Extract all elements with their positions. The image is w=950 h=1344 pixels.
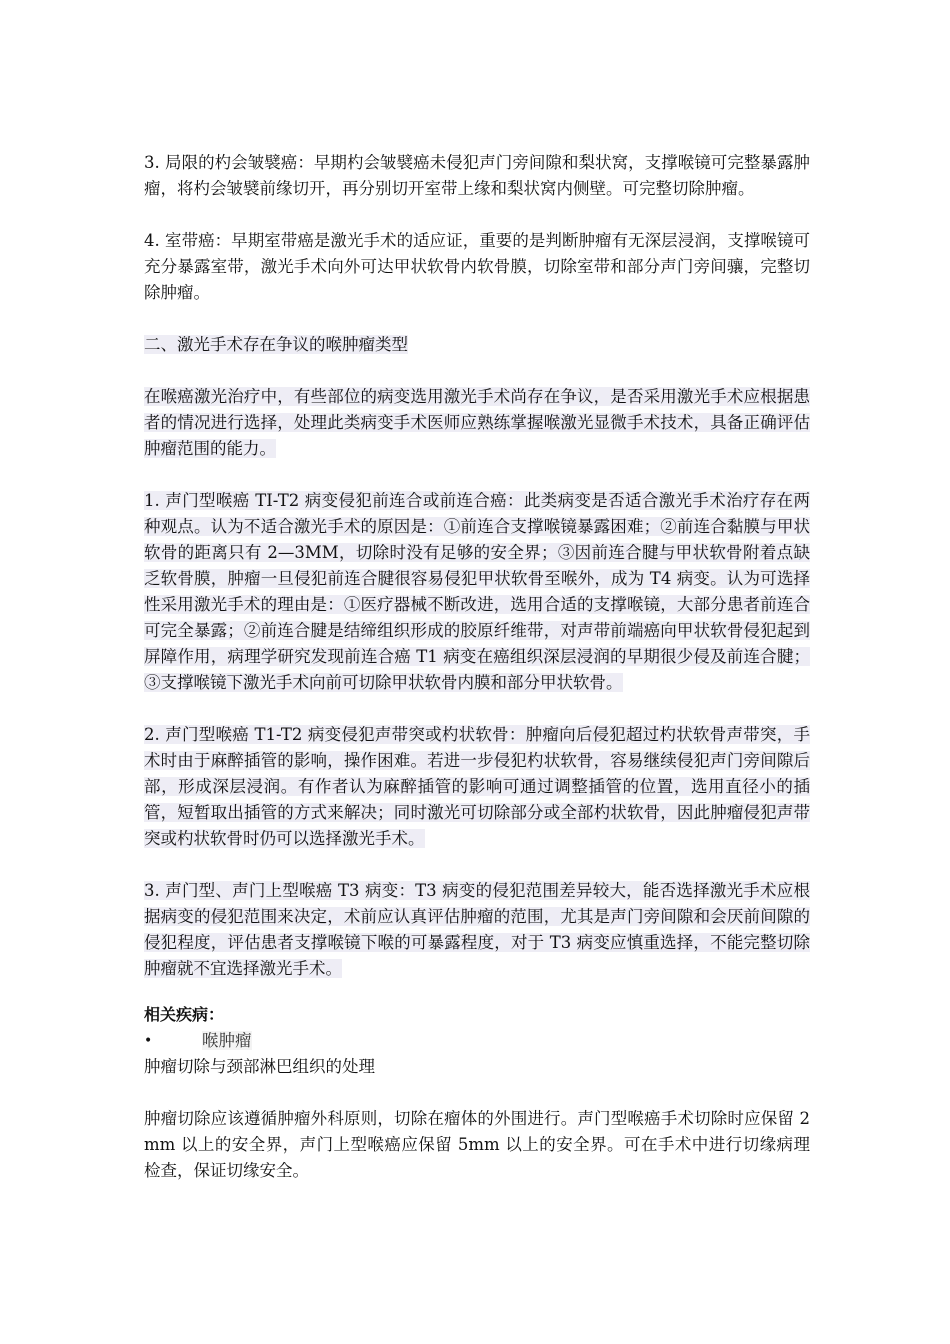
paragraph-text: 3. 局限的杓会皱襞癌：早期杓会皱襞癌未侵犯声门旁间隙和梨状窝，支撑喉镜可完整暴露肿瘤，将杓会皱襞前缘切开，再分别切开室带上缘和梨状窝内侧壁。可完整切除肿瘤。	[144, 153, 810, 198]
paragraph-text: 1. 声门型喉癌 TI-T2 病变侵犯前连合或前连合癌：此类病变是否适合激光手术治疗存在两种观点。认为不适合激光手术的原因是：①前连合支撑喉镜暴露困难；②前连合黏膜与甲状软骨的距离只有 2—3MM，切除时没有足够的安全界；③因前连合腱与甲状软骨附着点缺乏软骨膜，肿瘤一旦侵犯前连合腱很容易侵犯甲状软骨至喉外，成为 T4 病变。认为可选择性采用激光手术的理由是：①医疗器械不断改进，选用合适的支撑喉镜，大部分患者前连合可完全暴露；②前连合腱是结缔组织形成的胶原纤维带，对声带前端癌向甲状软骨侵犯起到屏障作用，病理学研究发现前连合癌 T1 病变在癌组织深层浸润的早期很少侵及前连合腱；③支撑喉镜下激光手术向前可切除甲状软骨内膜和部分甲状软骨。	[144, 491, 810, 692]
paragraph-text: 3. 声门型、声门上型喉癌 T3 病变：T3 病变的侵犯范围差异较大，能否选择激光手术应根据病变的侵犯范围来决定，术前应认真评估肿瘤的范围，尤其是声门旁间隙和会厌前间隙的侵犯程度，评估患者支撑喉镜下喉的可暴露程度，对于 T3 病变应慎重选择，不能完整切除肿瘤就不宜选择激光手术。	[144, 881, 810, 978]
list-item	[144, 1028, 810, 1054]
paragraph-anterior-commissure	[144, 488, 810, 696]
paragraph-tumor-resection	[144, 1106, 810, 1184]
related-disease-link[interactable]: 喉肿瘤	[202, 1031, 252, 1050]
related-diseases-list	[144, 1028, 810, 1054]
paragraph-aryepiglottic-fold-cancer	[144, 150, 810, 202]
paragraph-vocal-process	[144, 722, 810, 852]
heading-text: 二、激光手术存在争议的喉肿瘤类型	[144, 335, 408, 354]
paragraph-t3-lesions	[144, 878, 810, 982]
paragraph-text: 在喉癌激光治疗中，有些部位的病变选用激光手术尚存在争议，是否采用激光手术应根据患者的情况进行选择，处理此类病变手术医师应熟练掌握喉激光显微手术技术，具备正确评估肿瘤范围的能力。	[144, 387, 810, 458]
paragraph-text: 2. 声门型喉癌 T1-T2 病变侵犯声带突或杓状软骨：肿瘤向后侵犯超过杓状软骨声带突，手术时由于麻醉插管的影响，操作困难。若进一步侵犯杓状软骨，容易继续侵犯声门旁间隙后部，形成深层浸润。有作者认为麻醉插管的影响可通过调整插管的位置，选用直径小的插管，短暂取出插管的方式来解决；同时激光可切除部分或全部杓状软骨，因此肿瘤侵犯声带突或杓状软骨时仍可以选择激光手术。	[144, 725, 810, 848]
paragraph-text: 肿瘤切除应该遵循肿瘤外科原则，切除在瘤体的外围进行。声门型喉癌手术切除时应保留 2 mm 以上的安全界，声门上型喉癌应保留 5mm 以上的安全界。可在手术中进行切缘病理检查，保证切缘安全。	[144, 1109, 810, 1180]
document-page	[144, 150, 810, 1210]
paragraph-ventricular-band-cancer	[144, 228, 810, 306]
paragraph-controversy-intro	[144, 384, 810, 462]
bullet-icon: •	[144, 1033, 153, 1049]
paragraph-text: 4. 室带癌：早期室带癌是激光手术的适应证，重要的是判断肿瘤有无深层浸润，支撑喉镜可充分暴露室带，激光手术向外可达甲状软骨内软骨膜，切除室带和部分声门旁间骧，完整切除肿瘤。	[144, 231, 810, 302]
section-heading-controversial-types	[144, 332, 810, 358]
section-title-tumor-resection: 肿瘤切除与颈部淋巴组织的处理	[144, 1057, 375, 1076]
related-diseases-heading: 相关疾病：	[144, 1005, 225, 1024]
